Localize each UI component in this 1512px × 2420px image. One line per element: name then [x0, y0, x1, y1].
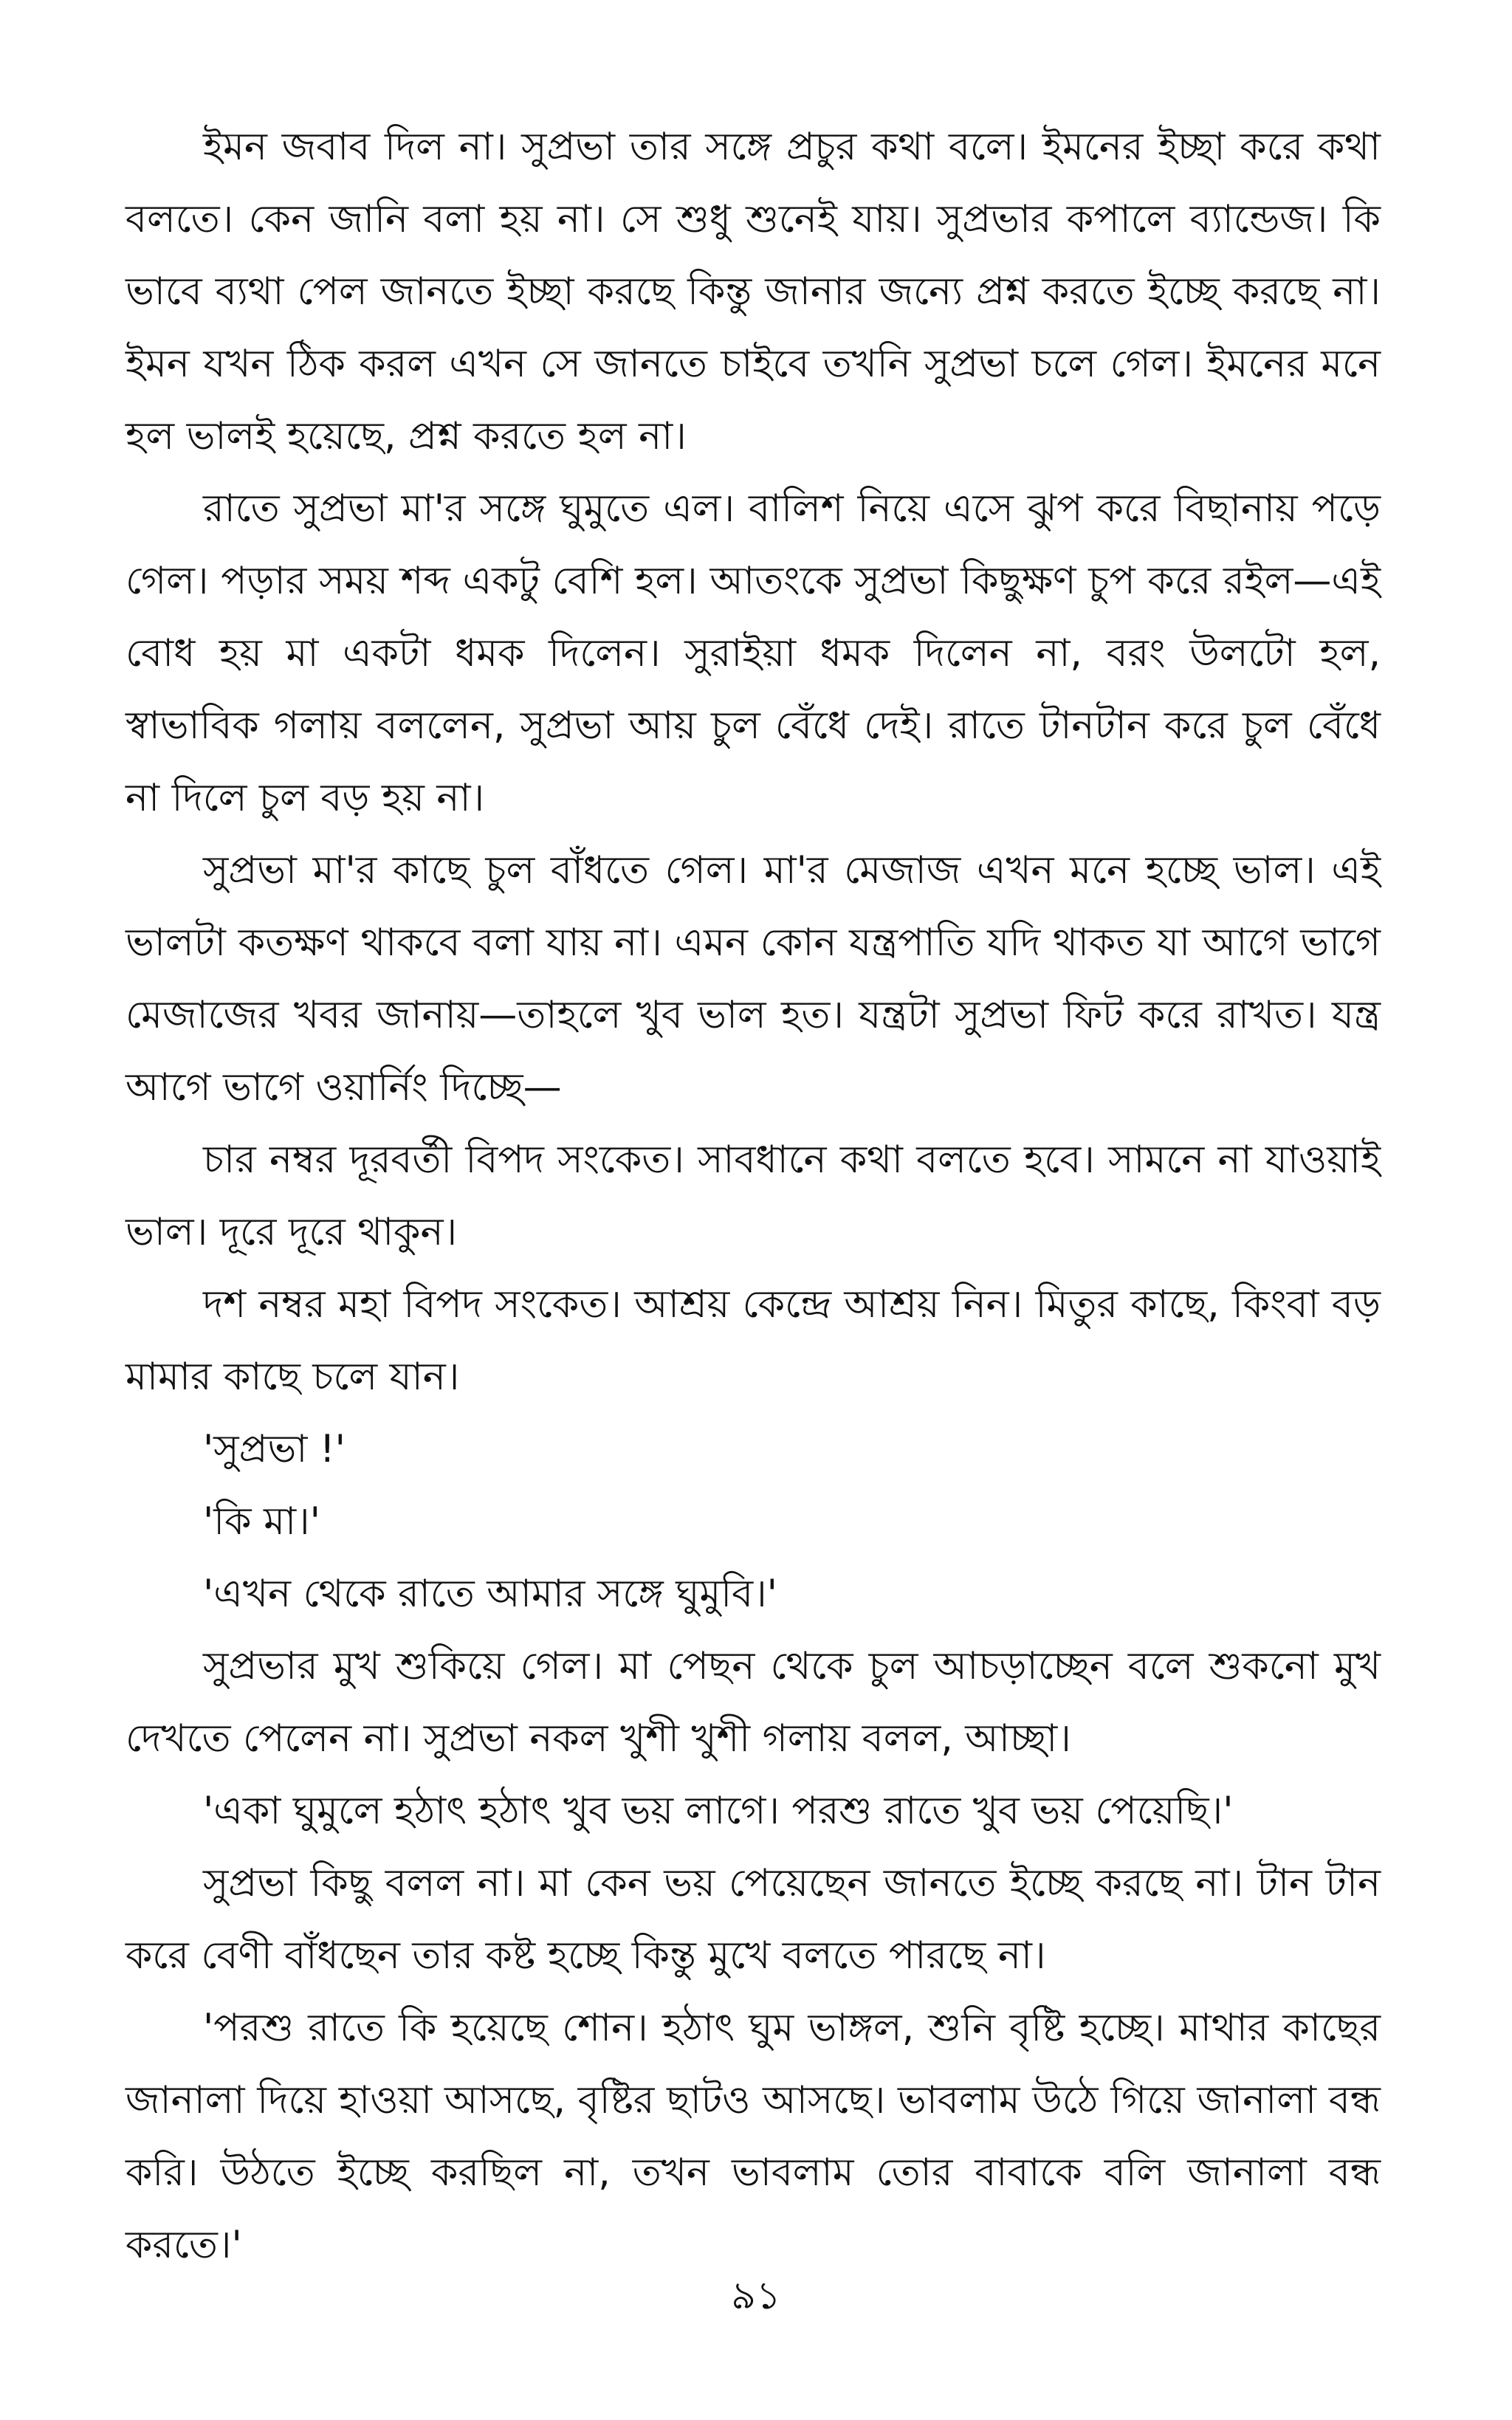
dialogue-paragraph: 'পরশু রাতে কি হয়েছে শোন। হঠাৎ ঘুম ভাঙ্গল, শুনি বৃষ্টি হচ্ছে। মাথার কাছের জানালা দিয়ে হাওয়া আসছে, বৃষ্টির ছাটও আসছে। ভাবলাম উঠে গিয়ে জানালা বন্ধ করি। উঠতে ইচ্ছে করছিল না, তখন ভাবলাম তোর বাবাকে বলি জানালা বন্ধ করতে।': [126, 2006, 1381, 2267]
dialogue-line: 'সুপ্রভা !': [203, 1427, 346, 1471]
dialogue-line: 'এখন থেকে রাতে আমার সঙ্গে ঘুমুবি।': [203, 1572, 777, 1616]
paragraph: সুপ্রভা কিছু বলল না। মা কেন ভয় পেয়েছেন জানতে ইচ্ছে করছে না। টান টান করে বেণী বাঁধছেন তার কষ্ট হচ্ছে কিন্তু মুখে বলতে পারছে না।: [126, 1861, 1381, 1978]
dialogue-line: 'একা ঘুমুলে হঠাৎ হঠাৎ খুব ভয় লাগে। পরশু রাতে খুব ভয় পেয়েছি।': [203, 1789, 1234, 1833]
dialogue-line: 'কি মা।': [203, 1499, 320, 1544]
paragraph: চার নম্বর দূরবর্তী বিপদ সংকেত। সাবধানে কথা বলতে হবে। সামনে না যাওয়াই ভাল। দূরে দূরে থাকুন।: [126, 1138, 1381, 1254]
body-text: [126, 111, 1381, 2281]
paragraph: ইমন জবাব দিল না। সুপ্রভা তার সঙ্গে প্রচুর কথা বলে। ইমনের ইচ্ছা করে কথা বলতে। কেন জানি বলা হয় না। সে শুধু শুনেই যায়। সুপ্রভার কপালে ব্যান্ডেজ। কি ভাবে ব্যথা পেল জানতে ইচ্ছা করছে কিন্তু জানার জন্যে প্রশ্ন করতে ইচ্ছে করছে না। ইমন যখন ঠিক করল এখন সে জানতে চাইবে তখনি সুপ্রভা চলে গেল। ইমনের মনে হল ভালই হয়েছে, প্রশ্ন করতে হল না।: [126, 125, 1381, 458]
paragraph: দশ নম্বর মহা বিপদ সংকেত। আশ্রয় কেন্দ্রে আশ্রয় নিন। মিতুর কাছে, কিংবা বড় মামার কাছে চলে যান।: [126, 1282, 1381, 1399]
paragraph: সুপ্রভা মা'র কাছে চুল বাঁধতে গেল। মা'র মেজাজ এখন মনে হচ্ছে ভাল। এই ভালটা কতক্ষণ থাকবে বলা যায় না। এমন কোন যন্ত্রপাতি যদি থাকত যা আগে ভাগে মেজাজের খবর জানায়—তাহলে খুব ভাল হত। যন্ত্রটা সুপ্রভা ফিট করে রাখত। যন্ত্র আগে ভাগে ওয়ার্নিং দিচ্ছে—: [126, 848, 1381, 1110]
paragraph: সুপ্রভার মুখ শুকিয়ে গেল। মা পেছন থেকে চুল আচড়াচ্ছেন বলে শুকনো মুখ দেখতে পেলেন না। সুপ্রভা নকল খুশী খুশী গলায় বলল, আচ্ছা।: [126, 1644, 1381, 1761]
page-number: ৯১: [731, 2274, 781, 2318]
paragraph: রাতে সুপ্রভা মা'র সঙ্গে ঘুমুতে এল। বালিশ নিয়ে এসে ঝুপ করে বিছানায় পড়ে গেল। পড়ার সময় শব্দ একটু বেশি হল। আতংকে সুপ্রভা কিছুক্ষণ চুপ করে রইল—এই বোধ হয় মা একটা ধমক দিলেন। সুরাইয়া ধমক দিলেন না, বরং উলটো হল, স্বাভাবিক গলায় বললেন, সুপ্রভা আয় চুল বেঁধে দেই। রাতে টানটান করে চুল বেঁধে না দিলে চুল বড় হয় না।: [126, 487, 1381, 820]
